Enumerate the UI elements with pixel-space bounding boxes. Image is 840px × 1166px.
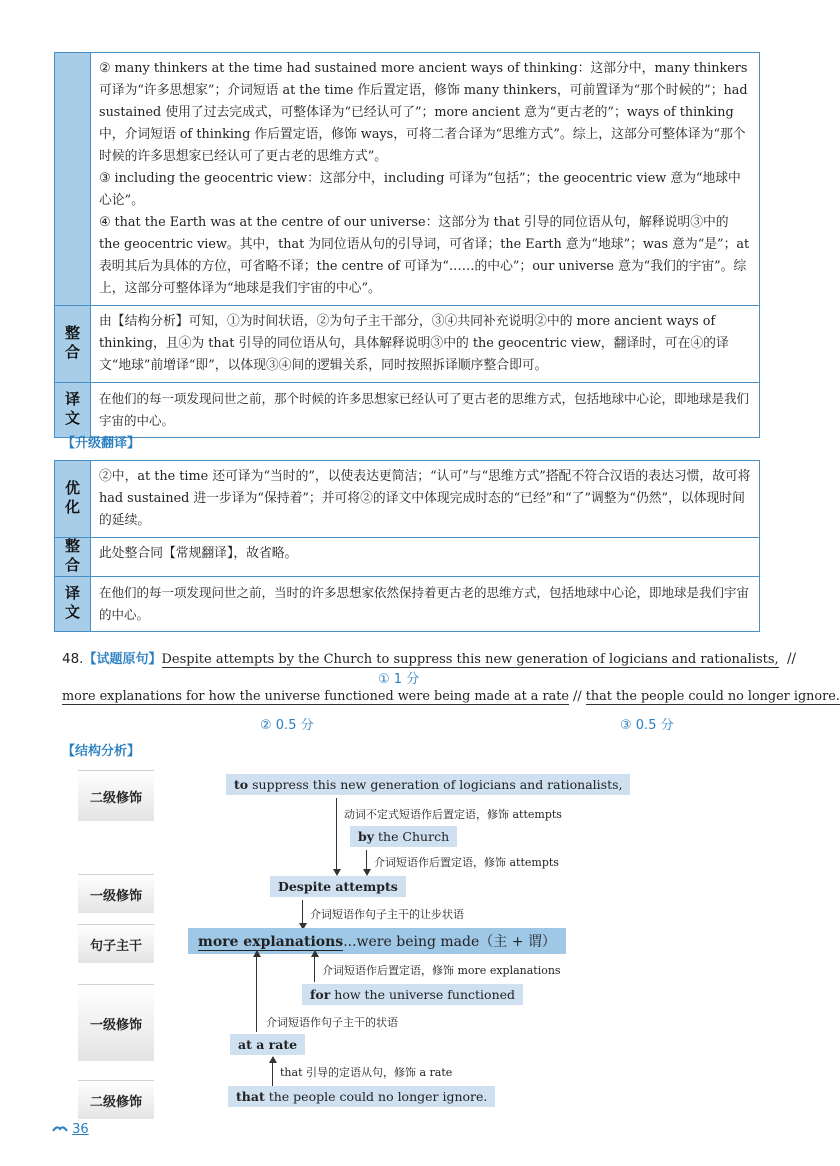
table-row (55, 461, 759, 537)
analysis-cell (91, 53, 759, 305)
arrow-line (336, 798, 337, 870)
analysis-part4: ④ that the Earth was at the centre of our universe：这部分为 that 引导的同位语从句，解释说明③中的 the geocentric view。其中，that 为同位语从句的引导词，可省译；the Earth 意为“地球”；was 意为“是”；at 表明其后为具体的方位，可省略不译；the centre of 可译为“……的中心”；our universe 意为“我们的宇宙”。综上，这部分可整体译为“地球是我们宇宙的中心”。 (99, 215, 750, 296)
note-for: 介词短语作后置定语，修饰 more explanations (322, 964, 561, 977)
arrow-line (366, 850, 367, 870)
level-label: 句子主干 (78, 924, 154, 963)
translation-cell: 在他们的每一项发现问世之前，那个时候的许多思想家已经认可了更古老的思维方式，包括地球中心论，即地球是我们宇宙的中心。 (99, 391, 750, 428)
modifier-box-despite: Despite attempts (270, 876, 406, 897)
modifier-box-for (302, 984, 523, 1005)
sentence-part2: more explanations for how the universe functioned were being made at a rate (62, 689, 569, 704)
question-tag: 【试题原句】 (83, 652, 162, 667)
separator: // (786, 651, 797, 667)
sentence-part1: Despite attempts by the Church to suppress this new generation of logicians and rationalists, (161, 652, 779, 667)
score-3: ③ 0.5 分 (620, 718, 674, 733)
arrow-line (272, 1062, 273, 1086)
separator: // (573, 689, 582, 704)
arrow-line (302, 900, 303, 924)
translation-table (54, 52, 760, 438)
structure-heading: 【结构分析】 (62, 744, 141, 759)
modifier-box-that (228, 1086, 495, 1107)
note-that: that 引导的定语从句，修饰 a rate (280, 1066, 453, 1079)
sentence-main (188, 928, 566, 954)
table-row (55, 53, 759, 305)
score-2: ② 0.5 分 (260, 718, 314, 733)
row-label-translation: 译文 (55, 577, 91, 631)
predicate: ...were being made（主 + 谓） (343, 934, 556, 950)
sentence-part3: that the people could no longer ignore. (585, 689, 840, 704)
table-row (55, 576, 759, 631)
modifier-box-church (350, 826, 457, 847)
keyword: by (358, 829, 375, 844)
phrase: how the universe functioned (330, 987, 516, 1002)
analysis-part2: ② many thinkers at the time had sustained more ancient ways of thinking：这部分中，many thinkers 可译为“许多思想家”；介词短语 at the time 作后置定语，修饰 many thinkers，可前置译为“那个时候的”；had sustained 使用了过去完成式，可整体译为“已经认可了”；more ancient 意为“更古老的”；ways of thinking 中，介词短语 of thinking 作后置定语，修饰 ways，可将二者合译为“思维方式”。综上，这部分可整体译为“那个时候的许多思想家已经认可了更古老的思维方式”。 (99, 61, 748, 164)
row-label (55, 53, 91, 305)
modifier-box-suppress (226, 774, 630, 795)
page-number: 36 (52, 1122, 89, 1137)
analysis-part3: ③ including the geocentric view：这部分中，including 可译为“包括”；the geocentric view 意为“地球中心论”。 (99, 171, 741, 208)
note-suppress: 动词不定式短语作后置定语，修饰 attempts (344, 808, 562, 821)
row-label-optimize: 优化 (55, 461, 91, 537)
row-label-integrate: 整合 (55, 306, 91, 382)
phrase: suppress this new generation of logicians and rationalists, (248, 777, 623, 792)
integrate-cell: 由【结构分析】可知，①为时间状语，②为句子主干部分，③④共同补充说明②中的 more ancient ways of thinking，且④为 that 引导的同位语从句，具体解释说明③中的 the geocentric view，翻译时，可在④的译文“地球”前增译“即”，以体现③④间的逻辑关系，同时按照拆译顺序整合即可。 (99, 314, 729, 373)
score-1: ① 1 分 (378, 672, 420, 687)
level-label: 二级修饰 (78, 770, 154, 821)
table-row (55, 305, 759, 382)
level-label: 二级修饰 (78, 1080, 154, 1119)
arrow-line (256, 956, 257, 1032)
keyword: for (310, 987, 331, 1002)
optimize-cell: ②中，at the time 还可译为“当时的”，以使表达更简洁；“认可”与“思维方式”搭配不符合汉语的表达习惯，故可将 had sustained 进一步译为“保持着”；并可将②的译文中体现完成时态的“已经”和“了”调整为“仍然”，以体现时间的延续。 (99, 469, 751, 528)
question-number: 48. (62, 651, 84, 667)
subject: more explanations (198, 934, 344, 950)
table-row (55, 382, 759, 437)
integrate-cell: 此处整合同【常规翻译】，故省略。 (99, 546, 298, 561)
upgrade-heading: 【升级翻译】 (62, 436, 141, 451)
note-church: 介词短语作后置定语，修饰 attempts (374, 856, 559, 869)
level-label: 一级修饰 (78, 874, 154, 913)
table-row (55, 537, 759, 576)
note-rate: 介词短语作句子主干的状语 (266, 1016, 398, 1029)
row-label-integrate: 整合 (55, 538, 91, 576)
structure-diagram (78, 770, 758, 1120)
translation-cell: 在他们的每一项发现问世之前，当时的许多思想家依然保持着更古老的思维方式，包括地球中心论，即地球是我们宇宙的中心。 (99, 585, 750, 622)
book-icon (52, 1122, 72, 1137)
keyword: that (236, 1089, 265, 1104)
arrow-line (314, 956, 315, 982)
modifier-box-rate: at a rate (230, 1034, 305, 1055)
level-label: 一级修饰 (78, 984, 154, 1061)
row-label-translation: 译文 (55, 383, 91, 437)
keyword: to (234, 777, 249, 792)
note-despite: 介词短语作句子主干的让步状语 (310, 908, 464, 921)
phrase: the people could no longer ignore. (264, 1089, 488, 1104)
upgrade-table (54, 460, 760, 632)
phrase: the Church (374, 829, 450, 844)
